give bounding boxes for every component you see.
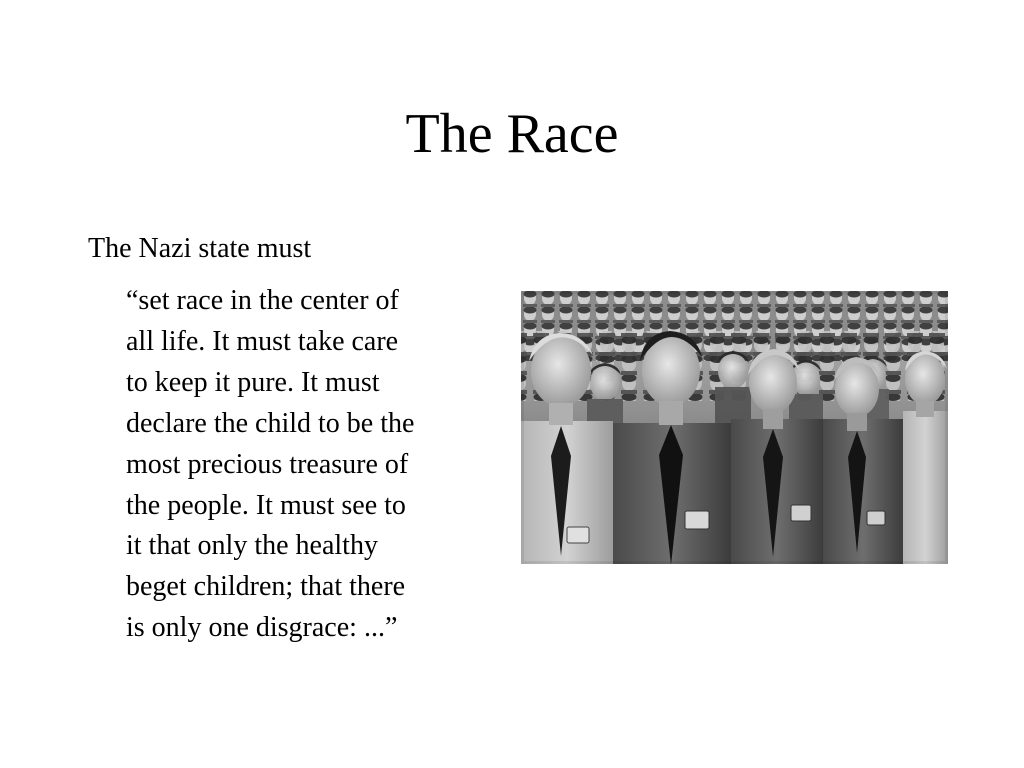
quote-line: to keep it pure. It must (126, 366, 380, 398)
intro-text: The Nazi state must (88, 233, 312, 264)
crowd-photo (521, 291, 948, 564)
quote-line: all life. It must take care (126, 325, 399, 357)
quote-line: declare the child to be the (126, 407, 415, 439)
quote-line: beget children; that there (126, 571, 406, 603)
quote-line: is only one disgrace: ...” (126, 612, 398, 644)
quote-block (126, 281, 506, 649)
quote-line: “set race in the center of (126, 285, 399, 316)
quote-line: it that only the healthy (126, 530, 378, 562)
quote-line: the people. It must see to (126, 489, 406, 521)
slide-title: The Race (405, 103, 619, 165)
quote-line: most precious treasure of (126, 448, 409, 480)
photo-graphic (521, 291, 948, 564)
